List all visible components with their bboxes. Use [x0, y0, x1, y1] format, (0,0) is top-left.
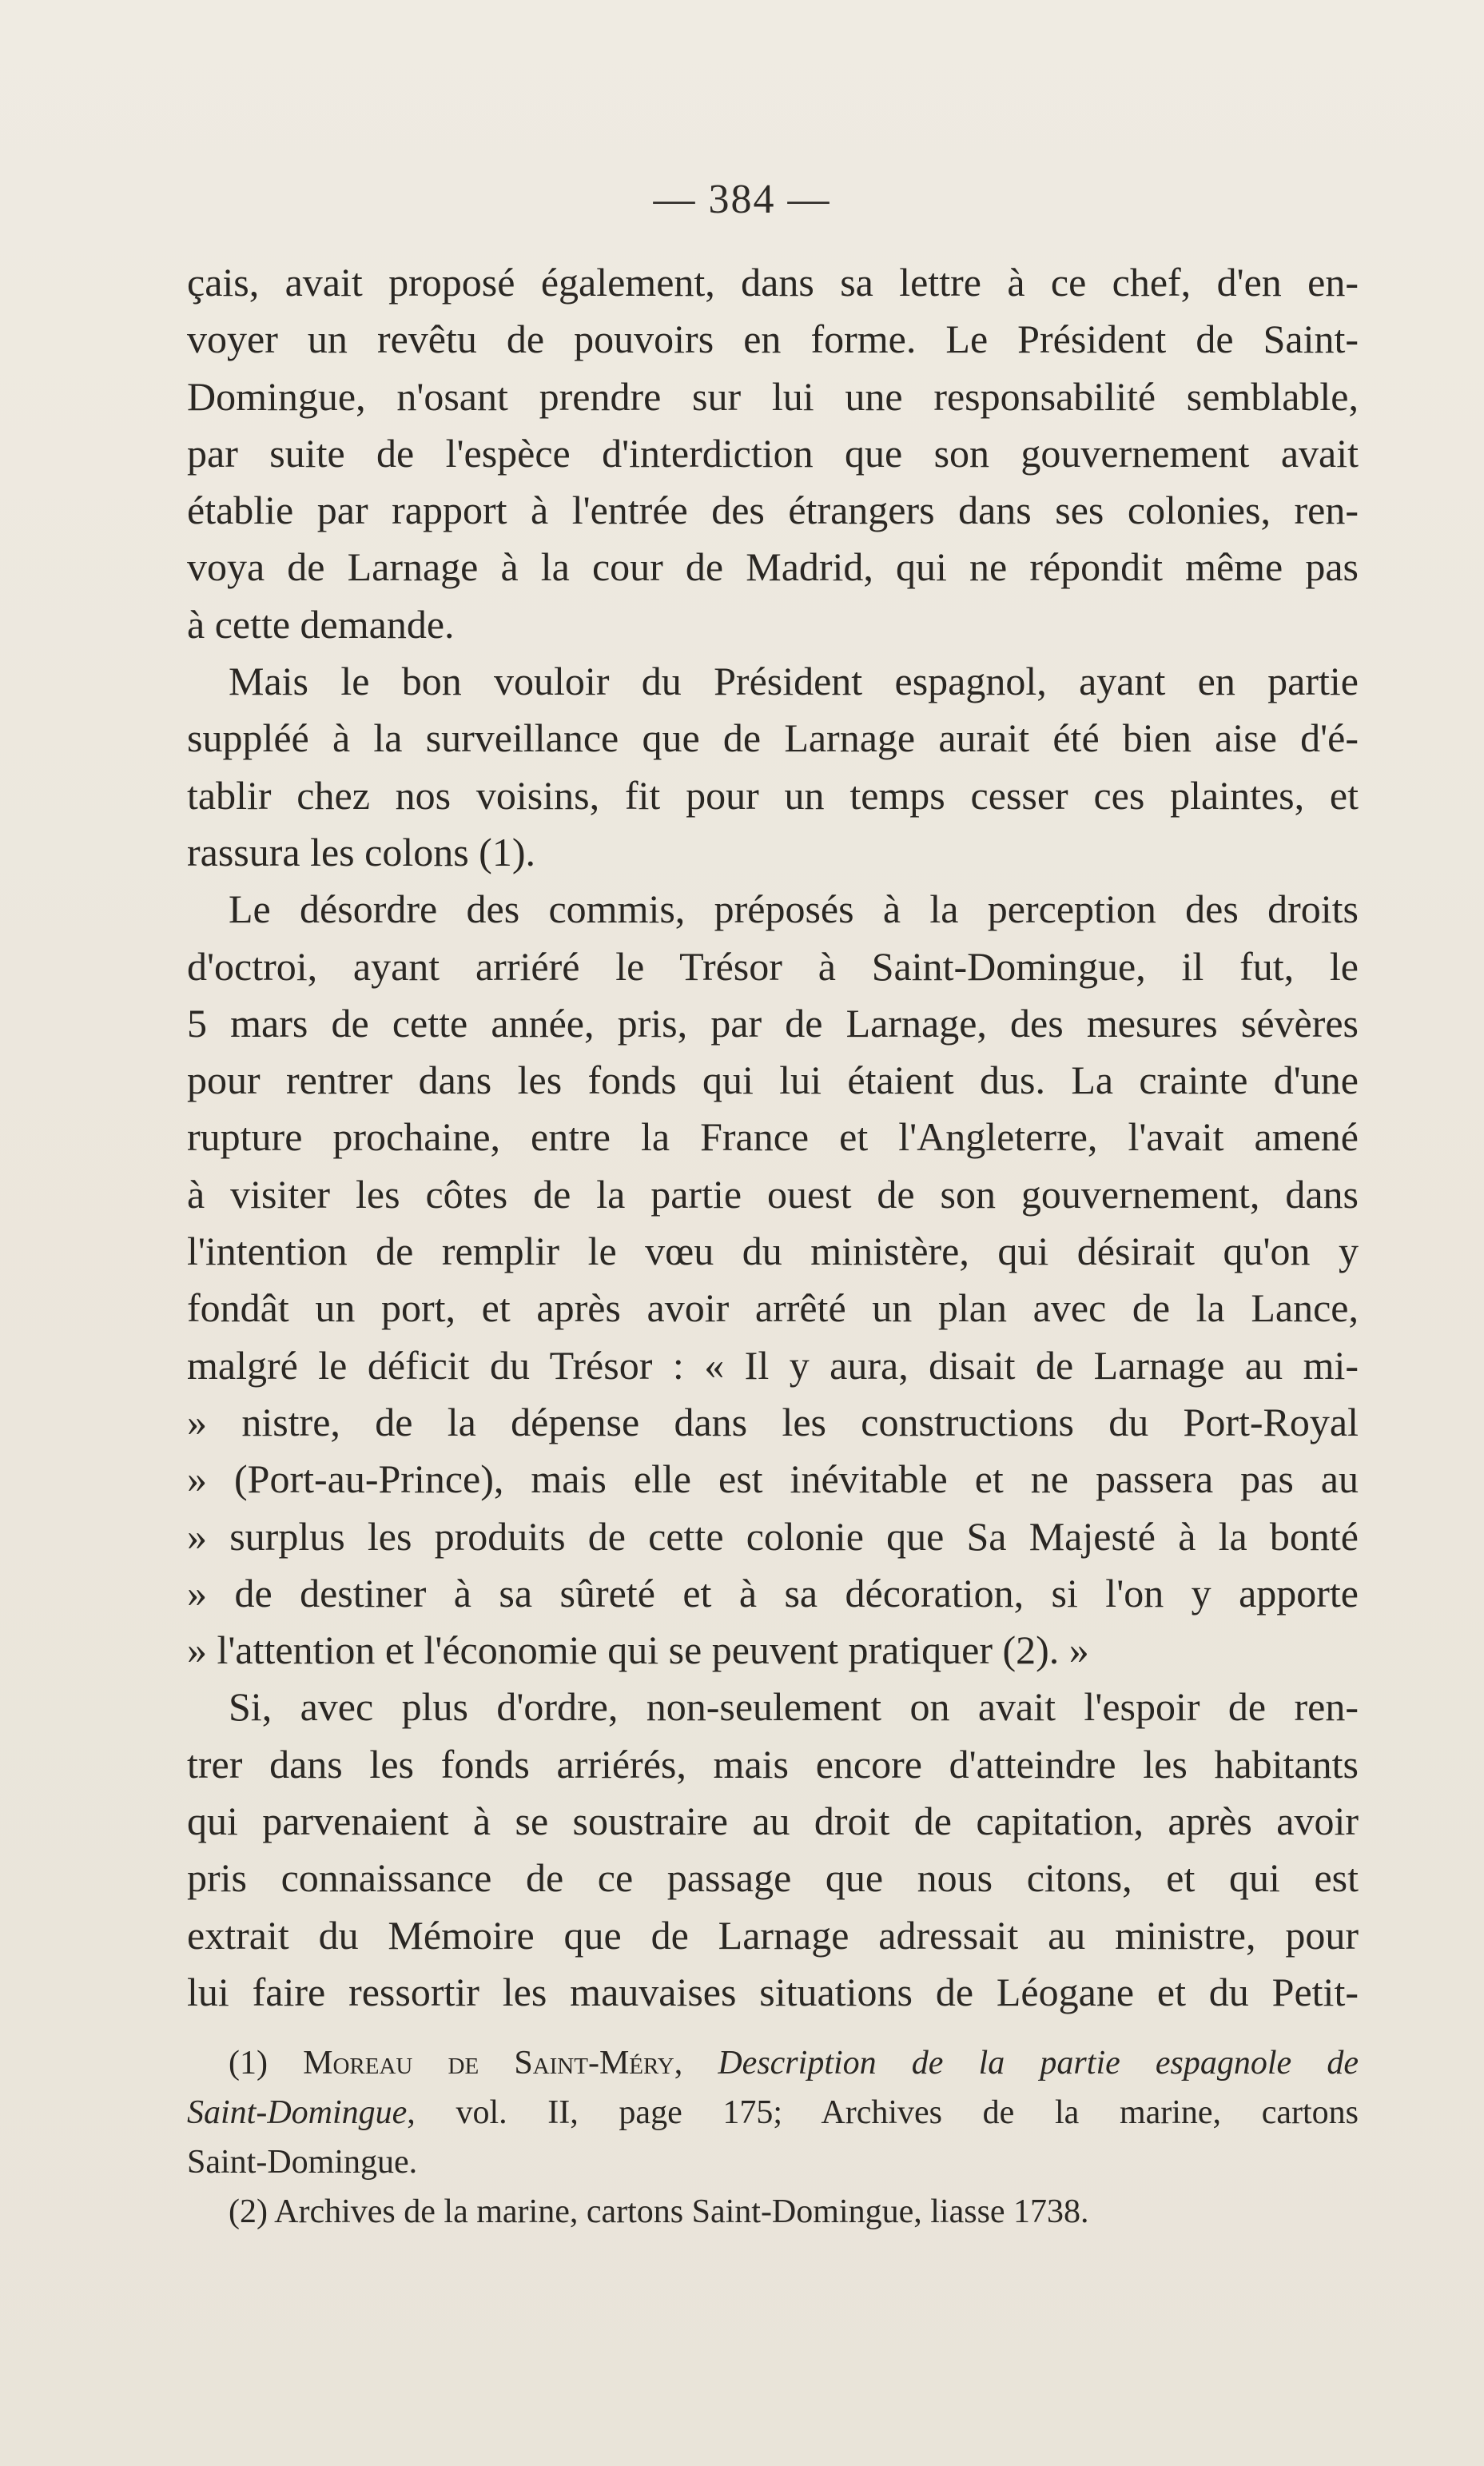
footnote-1-line: [187, 2038, 1359, 2088]
footnote-author: Moreau de Saint-Méry: [303, 2045, 674, 2082]
text-line: tablir chez nos voisins, fit pour un temps cesser ces plaintes, et: [187, 772, 1359, 818]
text-line: pris connaissance de ce passage que nous citons, et qui est: [187, 1855, 1359, 1901]
text-line: à cette demande.: [187, 601, 455, 647]
text-line: » l'attention et l'économie qui se peuvent pratiquer (2). »: [187, 1627, 1089, 1673]
footnote-1-line: [187, 2088, 1359, 2137]
text-line: Si, avec plus d'ordre, non-seulement on avait l'espoir de ren-: [229, 1684, 1359, 1730]
text-line: » de destiner à sa sûreté et à sa décoration, si l'on y apporte: [187, 1570, 1359, 1615]
footnote-2: (2) Archives de la marine, cartons Saint-Domingue, liasse 1738.: [229, 2193, 1089, 2230]
text-line: voyer un revêtu de pouvoirs en forme. Le Président de Saint-: [187, 317, 1359, 362]
text-line: Le désordre des commis, préposés à la perception des droits: [229, 886, 1359, 932]
text-line: malgré le déficit du Trésor : « Il y aura, disait de Larnage au mi-: [187, 1342, 1359, 1388]
text-line: rassura les colons (1).: [187, 829, 535, 874]
text-line: voya de Larnage à la cour de Madrid, qui ne répondit même pas: [187, 544, 1359, 590]
text-line: établie par rapport à l'entrée des étrangers dans ses colonies, ren-: [187, 488, 1359, 533]
text-line: extrait du Mémoire que de Larnage adressait au ministre, pour: [187, 1912, 1359, 1958]
text-line: Domingue, n'osant prendre sur lui une responsabilité semblable,: [187, 373, 1359, 419]
text-line: à visiter les côtes de la partie ouest de son gouvernement, dans: [187, 1171, 1359, 1217]
text-line: d'octroi, ayant arriéré le Trésor à Saint-Domingue, il fut, le: [187, 943, 1359, 989]
text-line: » nistre, de la dépense dans les constructions du Port-Royal: [187, 1399, 1359, 1444]
text-line: fondât un port, et après avoir arrêté un plan avec de la Lance,: [187, 1285, 1359, 1331]
text-line: » surplus les produits de cette colonie que Sa Majesté à la bonté: [187, 1513, 1359, 1559]
body-text: [187, 254, 1359, 2021]
text-line: par suite de l'espèce d'interdiction que son gouvernement avait: [187, 430, 1359, 476]
footnote-marker: (1): [229, 2045, 268, 2082]
text-line: 5 mars de cette année, pris, par de Larnage, des mesures sévères: [187, 1000, 1359, 1046]
text-line: çais, avait proposé également, dans sa lettre à ce chef, d'en en-: [187, 260, 1359, 305]
footnotes: [187, 2038, 1359, 2237]
text-line: suppléé à la surveillance que de Larnage aurait été bien aise d'é-: [187, 715, 1359, 761]
text-line: l'intention de remplir le vœu du ministère, qui désirait qu'on y: [187, 1229, 1359, 1274]
text-line: qui parvenaient à se soustraire au droit de capitation, après avoir: [187, 1799, 1359, 1844]
footnote-1-line: Saint-Domingue.: [187, 2144, 418, 2181]
text-line: trer dans les fonds arriérés, mais encore d'atteindre les habitants: [187, 1741, 1359, 1787]
text-line: Mais le bon vouloir du Président espagnol, ayant en partie: [229, 659, 1359, 704]
text-line: pour rentrer dans les fonds qui lui étaient dus. La crainte d'une: [187, 1058, 1359, 1103]
page-number: — 384 —: [653, 177, 831, 222]
footnote-separator: ,: [674, 2045, 718, 2082]
footnote-citation: , vol. II, page 175; Archives de la marine, cartons: [407, 2094, 1359, 2131]
footnote-title: Saint-Domingue: [187, 2094, 408, 2131]
text-line: lui faire ressortir les mauvaises situations de Léogane et du Petit-: [187, 1969, 1359, 2014]
text-line: » (Port-au-Prince), mais elle est inévitable et ne passera pas au: [187, 1456, 1359, 1502]
footnote-title: Description de la partie espagnole de: [718, 2045, 1359, 2082]
text-line: rupture prochaine, entre la France et l'Angleterre, l'avait amené: [187, 1114, 1359, 1160]
